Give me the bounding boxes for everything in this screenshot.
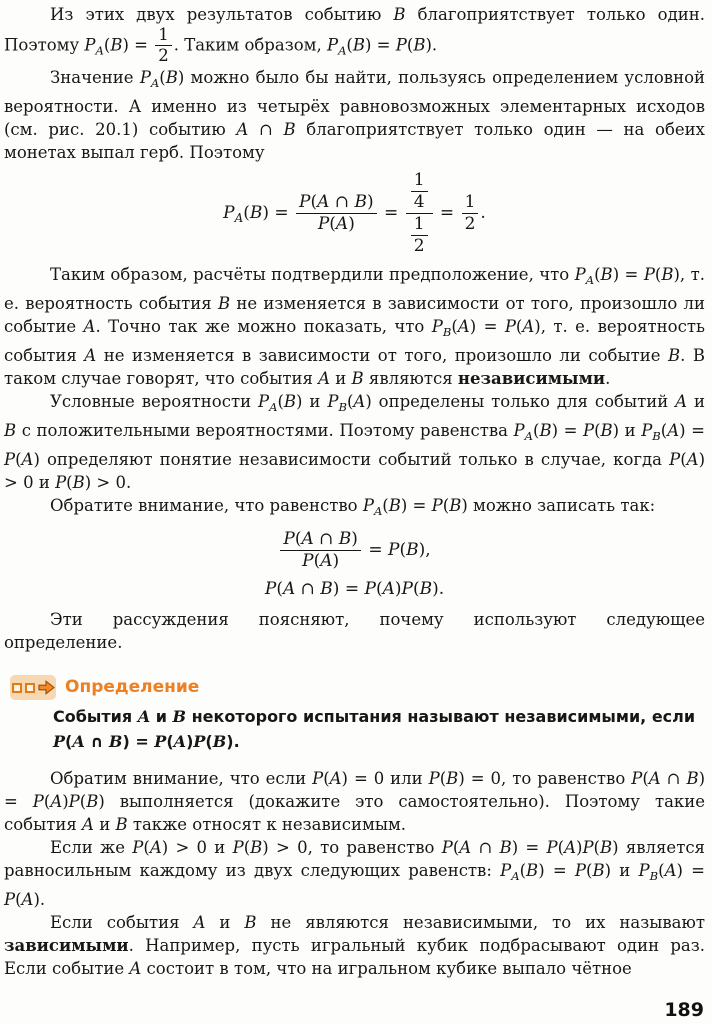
definition-text: События A и B некоторого испытания называют независимыми, если P(A ∩ B) = P(A)P(B). <box>53 707 696 752</box>
paragraph-conditional-defined: Условные вероятности $P_A(B)$ и $P_B(A)$ определены только для событий A и B с положительными вероятностями. Поэтому равенства $P_A(B) = P(B)$ и $P_B(A) = P(A)$ определяют понятие независимости событий только в случае, когда P(A) > 0 и P(B) > 0. <box>4 392 705 493</box>
arrow-right-icon <box>38 680 55 695</box>
definition-marker-icon <box>10 675 56 700</box>
display-formula-ratio: $\frac{P(A \cap B)}{P(A)}$ = P(B), <box>4 530 705 571</box>
definition-block <box>4 675 705 754</box>
paragraph-conditional-probability: Значение $P_A(B)$ можно было бы найти, пользуясь определением условной вероятности. А именно из четырёх равновозможных элементарных исходов (см. рис. 20.1) событию A ∩ B благоприятствует только один — на обеих монетах выпал герб. Поэтому <box>4 67 706 162</box>
definition-header <box>10 675 705 700</box>
display-formula-conditional: $P_A(B)$ = $\frac{P(A \cap B)}{P(A)}$ = $\frac{\frac{1}{4}}{\frac{1}{2}}$ = $\frac{1}{2}$ . <box>223 169 486 257</box>
paragraph-dependent-events: Если события A и B не являются независимыми, то их называют зависимыми. Например, пусть игральный кубик подбрасывают один раз. Если событие A состоит в том, что на игральном кубике выпало чётное <box>4 913 705 979</box>
definition-heading: Определение <box>65 677 200 698</box>
paragraph-calculations-confirm: Таким образом, расчёты подтвердили предположение, что $P_A(B) = P(B)$, т. е. вероятность события B не изменяется в зависимости от того, произошло ли событие A. Точно так же можно показать, что $P_B(A) = P(A)$, т. е. вероятность события A не изменяется в зависимости от того, произошло ли событие B. В таком случае говорят, что события A и B являются независимыми. <box>4 265 705 389</box>
page-number: 189 <box>664 999 704 1021</box>
paragraph-note-equality: Обратите внимание, что равенство $P_A(B) = P(B)$ можно записать так: <box>50 496 656 519</box>
paragraph-intro-result: Из этих двух результатов событию B благоприятствует только один. Поэтому $P_A(B)$ = $\frac{1}{2}$ . Таким образом, $P_A(B) = P(B)$. <box>4 5 706 66</box>
paragraph-reasoning: Эти рассуждения поясняют, почему используют следующее определение. <box>4 610 705 653</box>
display-formula-product: P(A ∩ B) = P(A)P(B). <box>264 579 445 600</box>
square-bullet-icon <box>12 683 22 693</box>
paragraph-zero-probability: Обратим внимание, что если P(A) = 0 или P(B) = 0, то равенство P(A ∩ B) = P(A)P(B) выполняется (докажите это самостоятельно). Поэтому такие события A и B также относят к независимым. <box>4 769 706 835</box>
square-bullet-icon <box>25 683 35 693</box>
paragraph-equivalent-equalities: Если же P(A) > 0 и P(B) > 0, то равенство P(A ∩ B) = P(A)P(B) является равносильным каждому из двух следующих равенств: $P_A(B) = P(B)$ и $P_B(A) = P(A)$. <box>4 838 705 910</box>
